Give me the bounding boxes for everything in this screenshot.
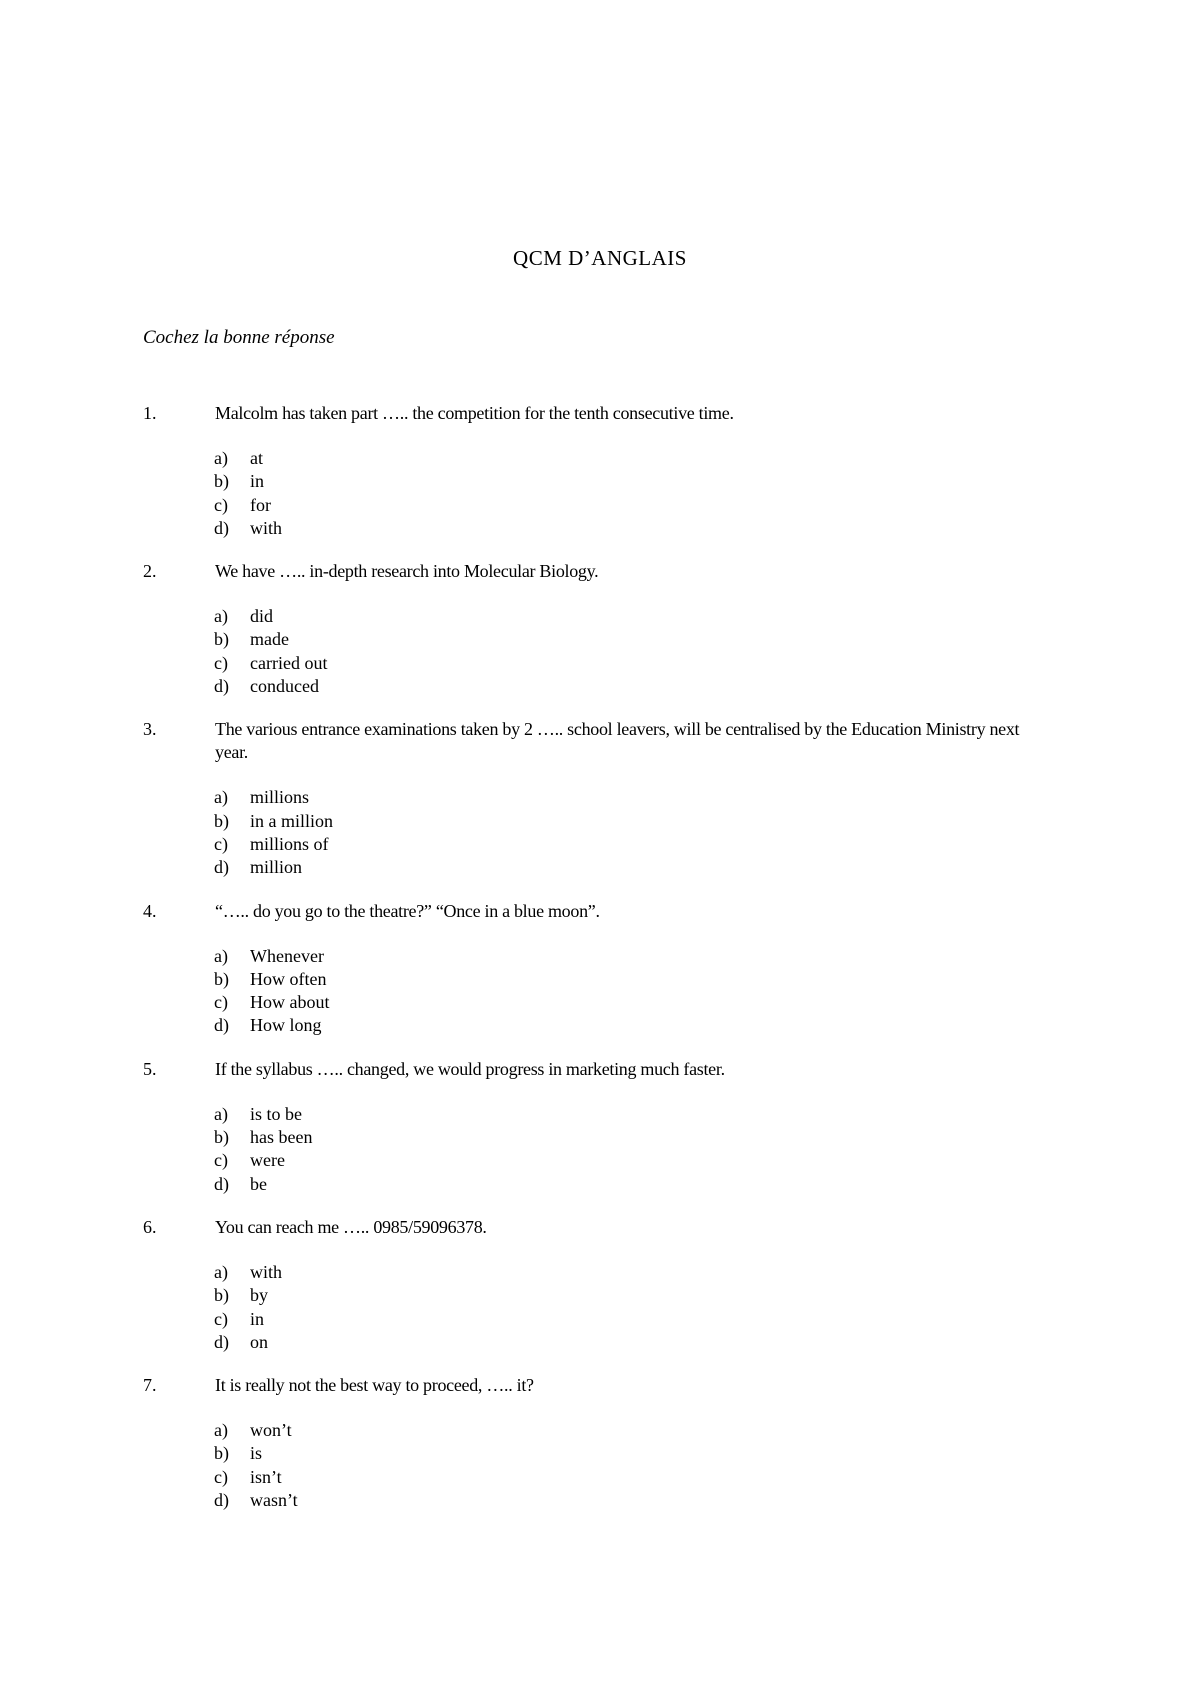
- question-text: You can reach me ….. 0985/59096378.: [215, 1216, 487, 1237]
- option-letter: d): [214, 1173, 229, 1194]
- option-text: won’t: [250, 1420, 292, 1441]
- option-letter: c): [214, 494, 228, 515]
- option-text: did: [250, 606, 274, 627]
- question-2: [0, 560, 1200, 698]
- option-letter: c): [214, 1150, 228, 1171]
- option-letter: c): [214, 992, 228, 1013]
- option-text: in: [250, 471, 265, 492]
- question-3: [0, 718, 1200, 879]
- question-number: 2.: [143, 561, 157, 582]
- answer-option-a[interactable]: [0, 1103, 1200, 1126]
- answer-option-b[interactable]: [0, 968, 1200, 991]
- option-text: on: [250, 1331, 268, 1352]
- question-number: 6.: [143, 1216, 157, 1237]
- option-text: in a million: [250, 810, 333, 831]
- option-text: million: [250, 857, 303, 878]
- question-1: [0, 402, 1200, 540]
- instruction-text: Cochez la bonne réponse: [143, 327, 335, 348]
- option-letter: a): [214, 1103, 228, 1124]
- option-text: carried out: [250, 652, 328, 673]
- question-row: [0, 402, 1200, 425]
- option-letter: b): [214, 1285, 229, 1306]
- answer-option-b[interactable]: [0, 1126, 1200, 1149]
- question-text: If the syllabus ….. changed, we would progress in marketing much faster.: [215, 1058, 725, 1079]
- option-letter: d): [214, 1331, 229, 1352]
- option-text: millions of: [250, 833, 329, 854]
- question-number: 3.: [143, 719, 157, 740]
- question-5: [0, 1058, 1200, 1196]
- answer-option-c[interactable]: [0, 1308, 1200, 1331]
- option-text: be: [250, 1173, 267, 1194]
- option-letter: c): [214, 833, 228, 854]
- question-7: [0, 1374, 1200, 1512]
- answer-option-d[interactable]: [0, 856, 1200, 879]
- answer-options: [0, 1261, 1200, 1354]
- option-text: has been: [250, 1127, 313, 1148]
- option-text: with: [250, 517, 283, 538]
- option-letter: b): [214, 1127, 229, 1148]
- option-letter: a): [214, 606, 228, 627]
- option-text: in: [250, 1308, 265, 1329]
- question-row: [0, 1374, 1200, 1397]
- question-text: It is really not the best way to proceed, ….. it?: [215, 1375, 534, 1396]
- option-text: is to be: [250, 1103, 302, 1124]
- answer-options: [0, 786, 1200, 879]
- option-letter: a): [214, 1420, 228, 1441]
- option-letter: c): [214, 652, 228, 673]
- option-text: millions: [250, 787, 310, 808]
- option-letter: a): [214, 1261, 228, 1282]
- option-letter: d): [214, 517, 229, 538]
- option-text: How about: [250, 992, 330, 1013]
- answer-option-a[interactable]: [0, 1419, 1200, 1442]
- option-letter: c): [214, 1466, 228, 1487]
- page-title: QCM D’ANGLAIS: [513, 246, 687, 270]
- option-letter: d): [214, 1015, 229, 1036]
- answer-options: [0, 1419, 1200, 1512]
- answer-option-c[interactable]: [0, 652, 1200, 675]
- question-text: Malcolm has taken part ….. the competition for the tenth consecutive time.: [215, 403, 734, 423]
- option-text: were: [250, 1150, 285, 1171]
- answer-option-c[interactable]: [0, 991, 1200, 1014]
- answer-options: [0, 605, 1200, 698]
- answer-option-c[interactable]: [0, 1149, 1200, 1172]
- answer-option-a[interactable]: [0, 945, 1200, 968]
- question-list: [0, 402, 1200, 1532]
- answer-option-a[interactable]: [0, 786, 1200, 809]
- answer-option-c[interactable]: [0, 1466, 1200, 1489]
- answer-option-b[interactable]: [0, 1442, 1200, 1465]
- option-text: How long: [250, 1015, 322, 1036]
- answer-options: [0, 447, 1200, 540]
- answer-option-c[interactable]: [0, 494, 1200, 517]
- option-text: with: [250, 1261, 283, 1282]
- question-row: [0, 718, 1200, 764]
- question-text: We have ….. in-depth research into Molecular Biology.: [215, 561, 599, 582]
- answer-option-d[interactable]: [0, 1173, 1200, 1196]
- question-row: [0, 560, 1200, 583]
- option-letter: a): [214, 945, 228, 966]
- question-number: 1.: [143, 403, 157, 423]
- option-letter: b): [214, 471, 229, 492]
- question-4: [0, 900, 1200, 1038]
- answer-option-d[interactable]: [0, 1331, 1200, 1354]
- option-text: isn’t: [250, 1466, 282, 1487]
- answer-option-d[interactable]: [0, 1489, 1200, 1512]
- answer-option-b[interactable]: [0, 628, 1200, 651]
- answer-option-a[interactable]: [0, 605, 1200, 628]
- answer-option-b[interactable]: [0, 810, 1200, 833]
- option-letter: a): [214, 448, 228, 468]
- question-row: [0, 1216, 1200, 1239]
- option-letter: b): [214, 810, 229, 831]
- option-letter: c): [214, 1308, 228, 1329]
- option-letter: b): [214, 968, 229, 989]
- answer-option-c[interactable]: [0, 833, 1200, 856]
- question-row: [0, 1058, 1200, 1081]
- answer-options: [0, 945, 1200, 1038]
- question-text: “….. do you go to the theatre?” “Once in a blue moon”.: [215, 900, 600, 921]
- question-6: [0, 1216, 1200, 1354]
- option-text: is: [250, 1443, 263, 1464]
- answer-option-d[interactable]: [0, 675, 1200, 698]
- option-text: Whenever: [250, 945, 324, 966]
- option-letter: a): [214, 787, 228, 808]
- answer-option-d[interactable]: [0, 517, 1200, 540]
- question-number: 7.: [143, 1375, 157, 1396]
- option-text: made: [250, 629, 289, 650]
- option-letter: b): [214, 1443, 229, 1464]
- option-letter: b): [214, 629, 229, 650]
- option-text: by: [250, 1285, 268, 1306]
- answer-option-b[interactable]: [0, 470, 1200, 493]
- option-text: conduced: [250, 676, 319, 697]
- answer-option-a[interactable]: [0, 447, 1200, 470]
- answer-option-b[interactable]: [0, 1284, 1200, 1307]
- option-letter: d): [214, 857, 229, 878]
- answer-options: [0, 1103, 1200, 1196]
- question-number: 4.: [143, 900, 157, 921]
- option-text: wasn’t: [250, 1490, 298, 1511]
- option-text: for: [250, 494, 271, 515]
- question-number: 5.: [143, 1058, 157, 1079]
- question-text: The various entrance examinations taken by 2 ….. school leavers, will be centralised by the Education Ministry next year.: [215, 719, 1020, 763]
- option-letter: d): [214, 676, 229, 697]
- answer-option-d[interactable]: [0, 1014, 1200, 1037]
- answer-option-a[interactable]: [0, 1261, 1200, 1284]
- question-row: [0, 900, 1200, 923]
- option-text: How often: [250, 968, 327, 989]
- option-letter: d): [214, 1490, 229, 1511]
- option-text: at: [250, 448, 263, 468]
